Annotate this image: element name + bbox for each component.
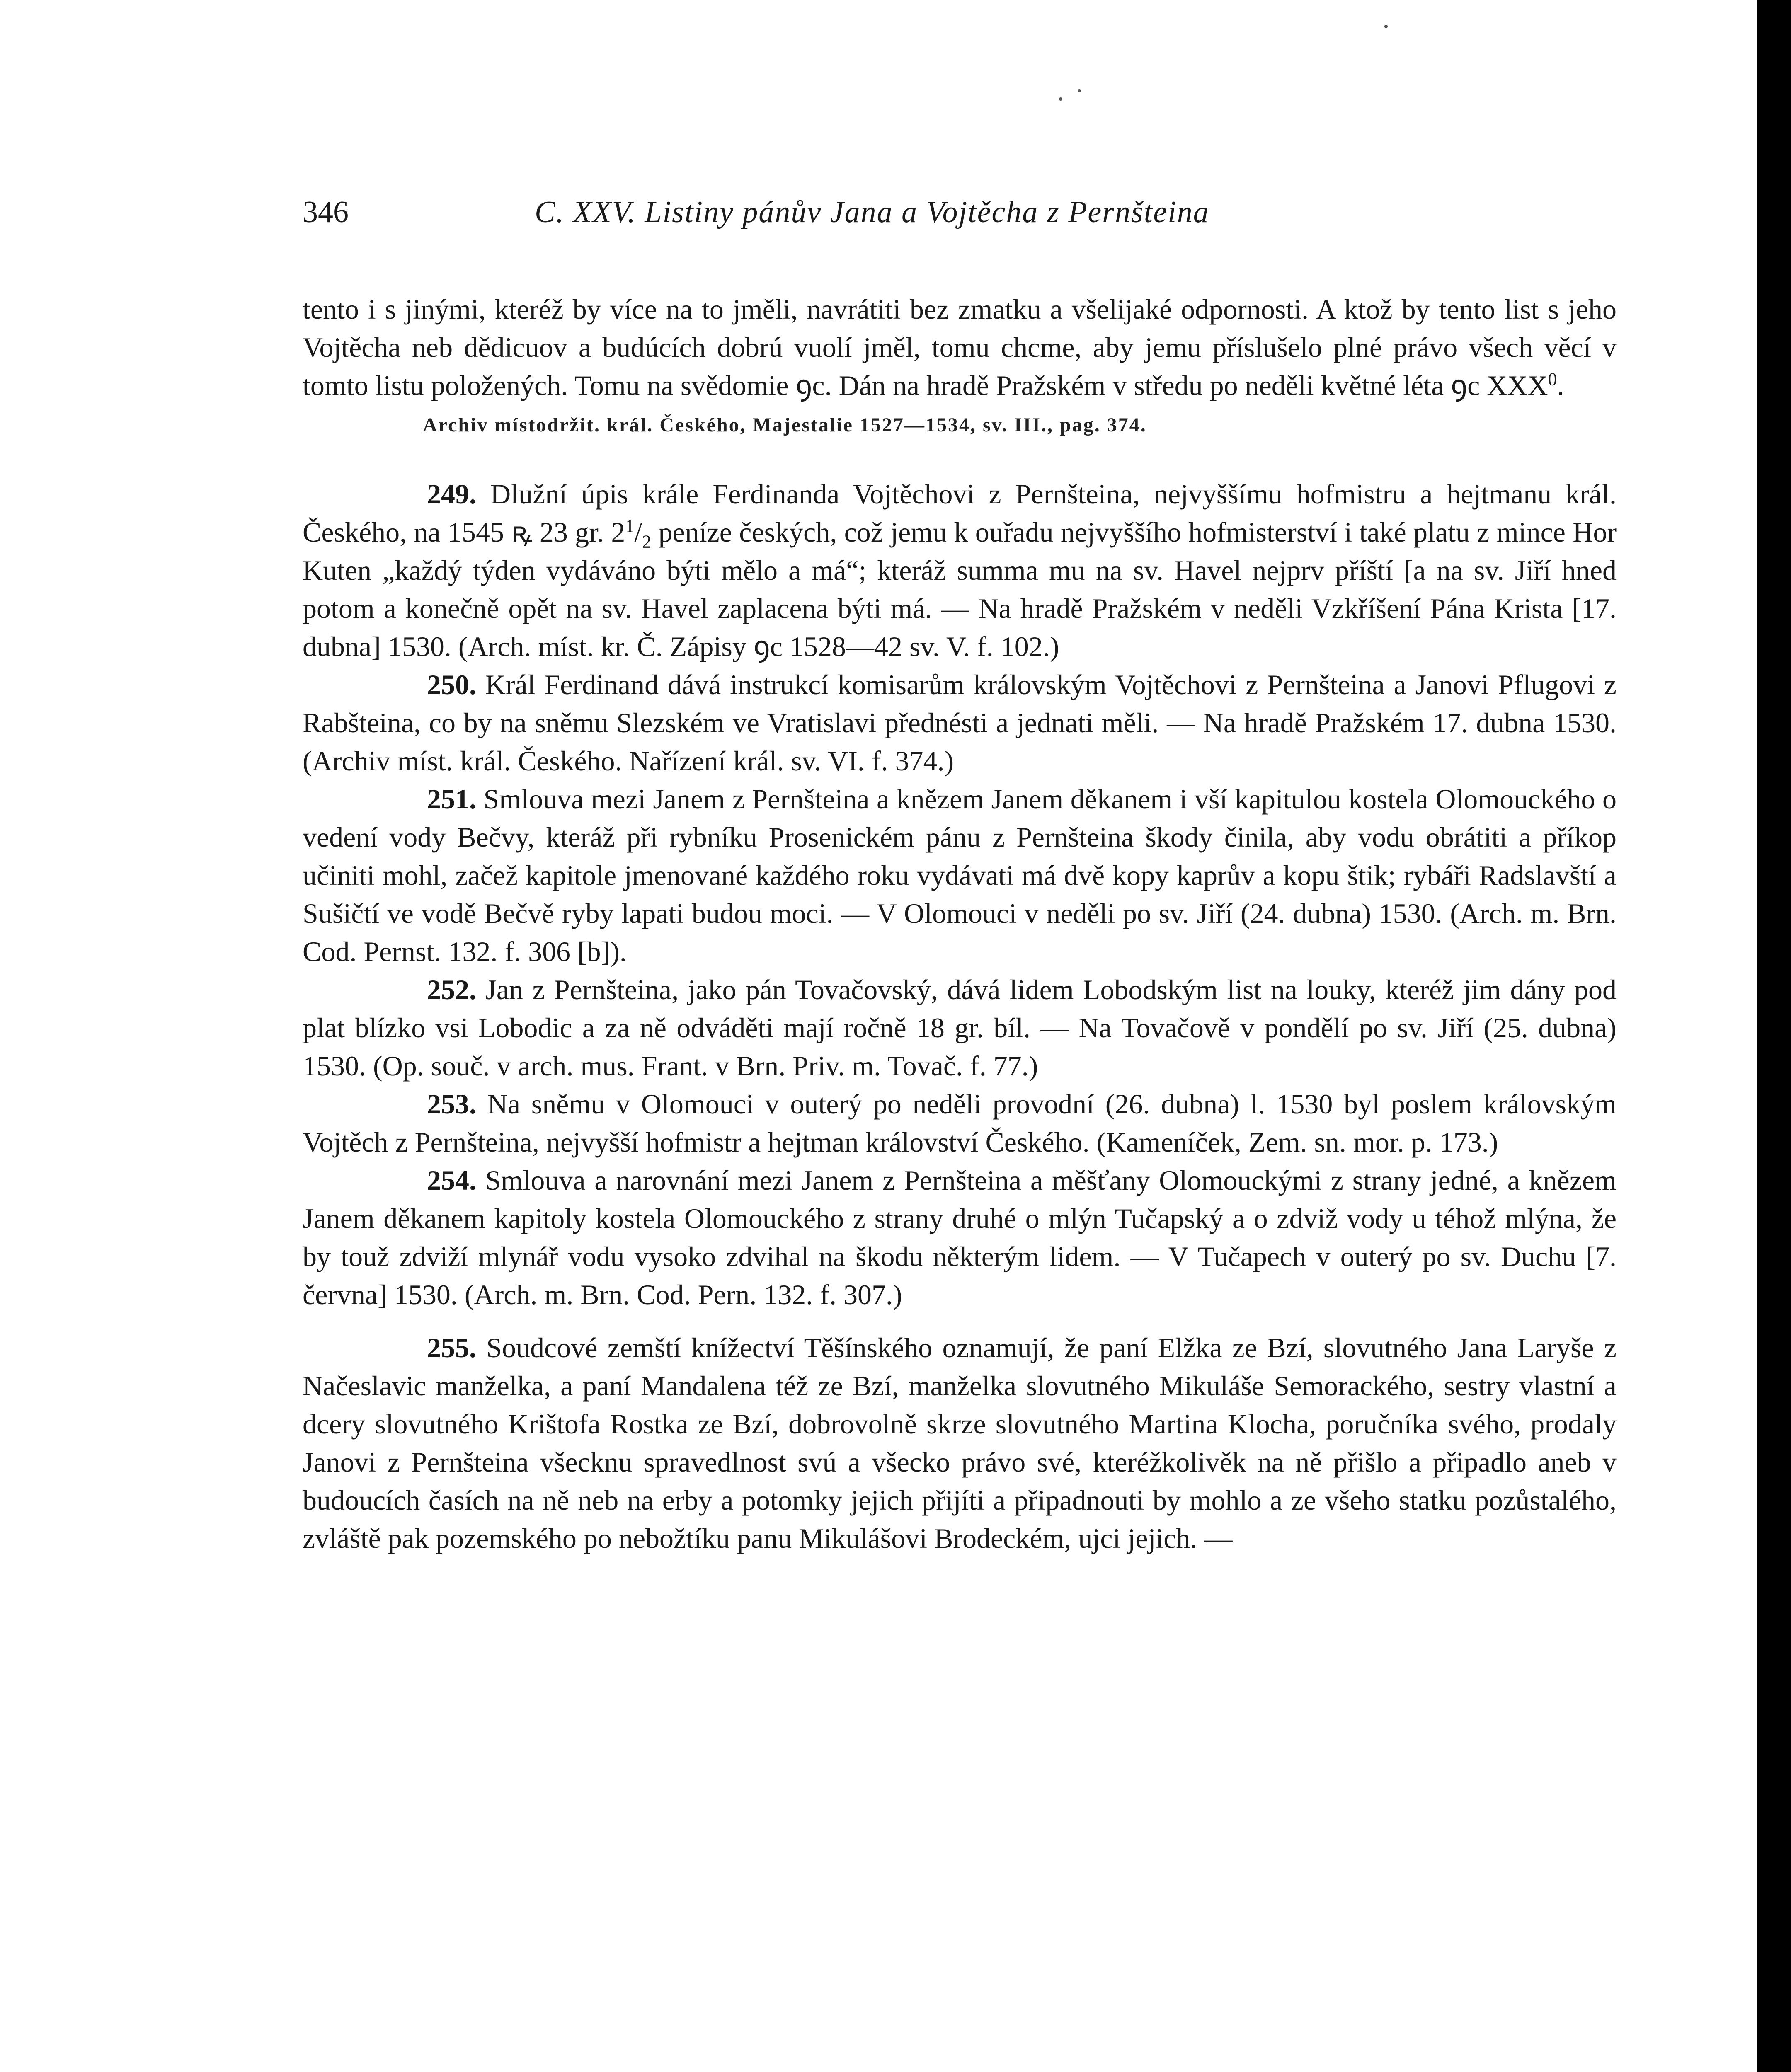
- entry-text: Král Ferdinand dává instrukcí komisarům královským Vojtěchovi z Pernšteina a Janovi Pflugovi z Rabšteina, co by na sněmu Slezském ve Vratislavi přednésti a jednati měli. — Na hradě Pražském 17. dubna 1530. (Archiv míst. král. Českého. Nařízení král. sv. VI. f. 374.): [303, 669, 1617, 777]
- entry-text: Smlouva mezi Janem z Pernšteina a knězem Janem děkanem i vší kapitulou kostela Olomouckého o vedení vody Bečvy, kteráž při rybníku Prosenickém pánu z Pernšteina škody činila, aby vodu obrátiti a příkop učiniti mohl, začež kapitole jmenované každého roku vydávati má dvě kopy kaprův a kopu štik; rybáři Radslavští a Sušičtí ve vodě Bečvě ryby lapati budou moci. — V Olomouci v neděli po sv. Jiří (24. dubna) 1530. (Arch. m. Brn. Cod. Pernst. 132. f. 306 [b]).: [303, 783, 1617, 967]
- entry-number: 253.: [427, 1088, 476, 1120]
- entry-253: [303, 1085, 1617, 1161]
- opening-end: .: [1557, 370, 1564, 401]
- opening-text: tento i s jinými, kteréž by více na to jměli, navrátiti bez zmatku a všelijaké odpornosti. A ktož by tento list s jeho Vojtěcha neb dědicuov a budúcích dobrú vuolí jměl, tomu chcme, aby jemu příslušelo plné právo všech věcí v tomto listu položených. Tomu na svědomie ꝯc. Dán na hradě Pražském v středu po neděli květné léta ꝯc XXX: [303, 293, 1617, 401]
- entry-text: Smlouva a narovnání mezi Janem z Pernšteina a měšťany Olomouckými z strany jedné, a knězem Janem děkanem kapitoly kostela Olomouckého z strany druhé o mlýn Tučapský a o zdviž vody u téhož mlýna, že by touž zdviží mlynář vodu vysoko zdvihal na škodu některým lidem. — V Tučapech v outerý po sv. Duchu [7. června] 1530. (Arch. m. Brn. Cod. Pern. 132. f. 307.): [303, 1164, 1617, 1310]
- entry-number: 255.: [427, 1332, 476, 1363]
- source-note: Archiv místodržit. král. Českého, Majestalie 1527—1534, sv. III., pag. 374.: [423, 414, 1147, 436]
- entry-254: [303, 1161, 1617, 1314]
- entry-text: Soudcové zemští knížectví Těšínského oznamují, že paní Elžka ze Bzí, slovutného Jana Laryše z Načeslavic manželka, a paní Mandalena též ze Bzí, manželka slovutného Mikuláše Semorackého, sestry vlastní a dcery slovutného Krištofa Rostka ze Bzí, dobrovolně skrze slovutného Martina Klocha, poručníka svého, prodaly Janovi z Pernšteina všecknu spravedlnost svú a všecko právo své, kteréžkolivěk na ně přišlo a připadlo aneb v budoucích časích na ně neb na erby a potomky jejich přijíti a připadnouti by mohlo a ze všeho statku pozůstalého, zvláště pak pozemského po nebožtíku panu Mikulášovi Brodeckém, ujci jejich. —: [303, 1332, 1617, 1554]
- scan-speck: [1059, 97, 1062, 101]
- running-title: C. XXV. Listiny pánův Jana a Vojtěcha z Pernšteina: [535, 195, 1209, 229]
- entry-text: Dlužní úpis krále Ferdinanda Vojtěchovi z Pernšteina, nejvyššímu hofmistru a hejtmanu král. Českého, na 1545 ꝶ 23 gr. 2: [303, 478, 1617, 548]
- page-header: [303, 195, 1617, 290]
- fraction-slash: /: [634, 516, 642, 548]
- opening-paragraph: [303, 290, 1617, 404]
- opening-superscript: 0: [1548, 369, 1557, 390]
- entry-249: [303, 475, 1617, 666]
- entry-251: [303, 780, 1617, 971]
- entry-number: 251.: [427, 783, 476, 815]
- text-block: [303, 195, 1617, 1557]
- paragraph-gap: [303, 1314, 1617, 1329]
- entry-255: [303, 1329, 1617, 1557]
- entry-number: 250.: [427, 669, 476, 700]
- fraction-numerator: 1: [625, 516, 635, 536]
- entry-number: 249.: [427, 478, 476, 510]
- entry-text: Na sněmu v Olomouci v outerý po neděli provodní (26. dubna) l. 1530 byl poslem královským Vojtěch z Pernšteina, nejvyšší hofmistr a hejtman království Českého. (Kameníček, Zem. sn. mor. p. 173.): [303, 1088, 1617, 1158]
- page-number: 346: [303, 195, 349, 229]
- entry-text: Jan z Pernšteina, jako pán Tovačovský, dává lidem Lobodským list na louky, kteréž jim dány pod plat blízko vsi Lobodic a za ně odváděti mají ročně 18 gr. bíl. — Na Tovačově v pondělí po sv. Jiří (25. dubna) 1530. (Op. souč. v arch. mus. Frant. v Brn. Priv. m. Tovač. f. 77.): [303, 974, 1617, 1082]
- entry-number: 252.: [427, 974, 476, 1005]
- entry-text-continued: peníze českých, což jemu k ouřadu nejvyššího hofmisterství i také platu z mince Hor Kuten „každý týden vydáváno býti mělo a má“; kteráž summa mu na sv. Havel nejprv příští [a na sv. Jiří hned potom a konečně opět na sv. Havel zaplacena býti má. — Na hradě Pražském v neděli Vzkříšení Pána Krista [17. dubna] 1530. (Arch. míst. kr. Č. Zápisy ꝯc 1528—42 sv. V. f. 102.): [303, 516, 1617, 662]
- scan-speck: [1078, 89, 1081, 92]
- entry-250: [303, 666, 1617, 780]
- scan-speck: [1384, 25, 1388, 28]
- fraction-denominator: 2: [642, 531, 652, 552]
- entry-number: 254.: [427, 1164, 476, 1196]
- entry-252: [303, 971, 1617, 1085]
